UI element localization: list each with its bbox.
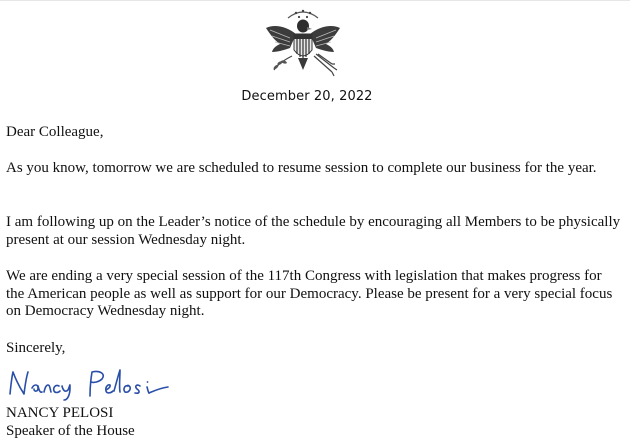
top-divider xyxy=(0,0,630,1)
handwritten-signature xyxy=(4,362,194,402)
signer-name: NANCY PELOSI xyxy=(6,405,114,421)
paragraph-1: As you know, tomorrow we are scheduled to resume session to complete our business for the year. xyxy=(6,160,597,176)
eagle-seal-icon xyxy=(260,4,346,84)
signer-title: Speaker of the House xyxy=(6,423,135,439)
letter-date: December 20, 2022 xyxy=(241,89,373,104)
salutation: Dear Colleague, xyxy=(6,124,104,140)
paragraph-3: We are ending a very special session of the 117th Congress with legislation that makes progress for the American people as well as support for our Democracy. Please be present for a very special focus on Democracy Wednesday night. xyxy=(6,268,613,319)
paragraph-2: I am following up on the Leader’s notice of the schedule by encouraging all Members to be physically present at our session Wednesday night. xyxy=(6,214,621,248)
closing: Sincerely, xyxy=(6,340,66,356)
